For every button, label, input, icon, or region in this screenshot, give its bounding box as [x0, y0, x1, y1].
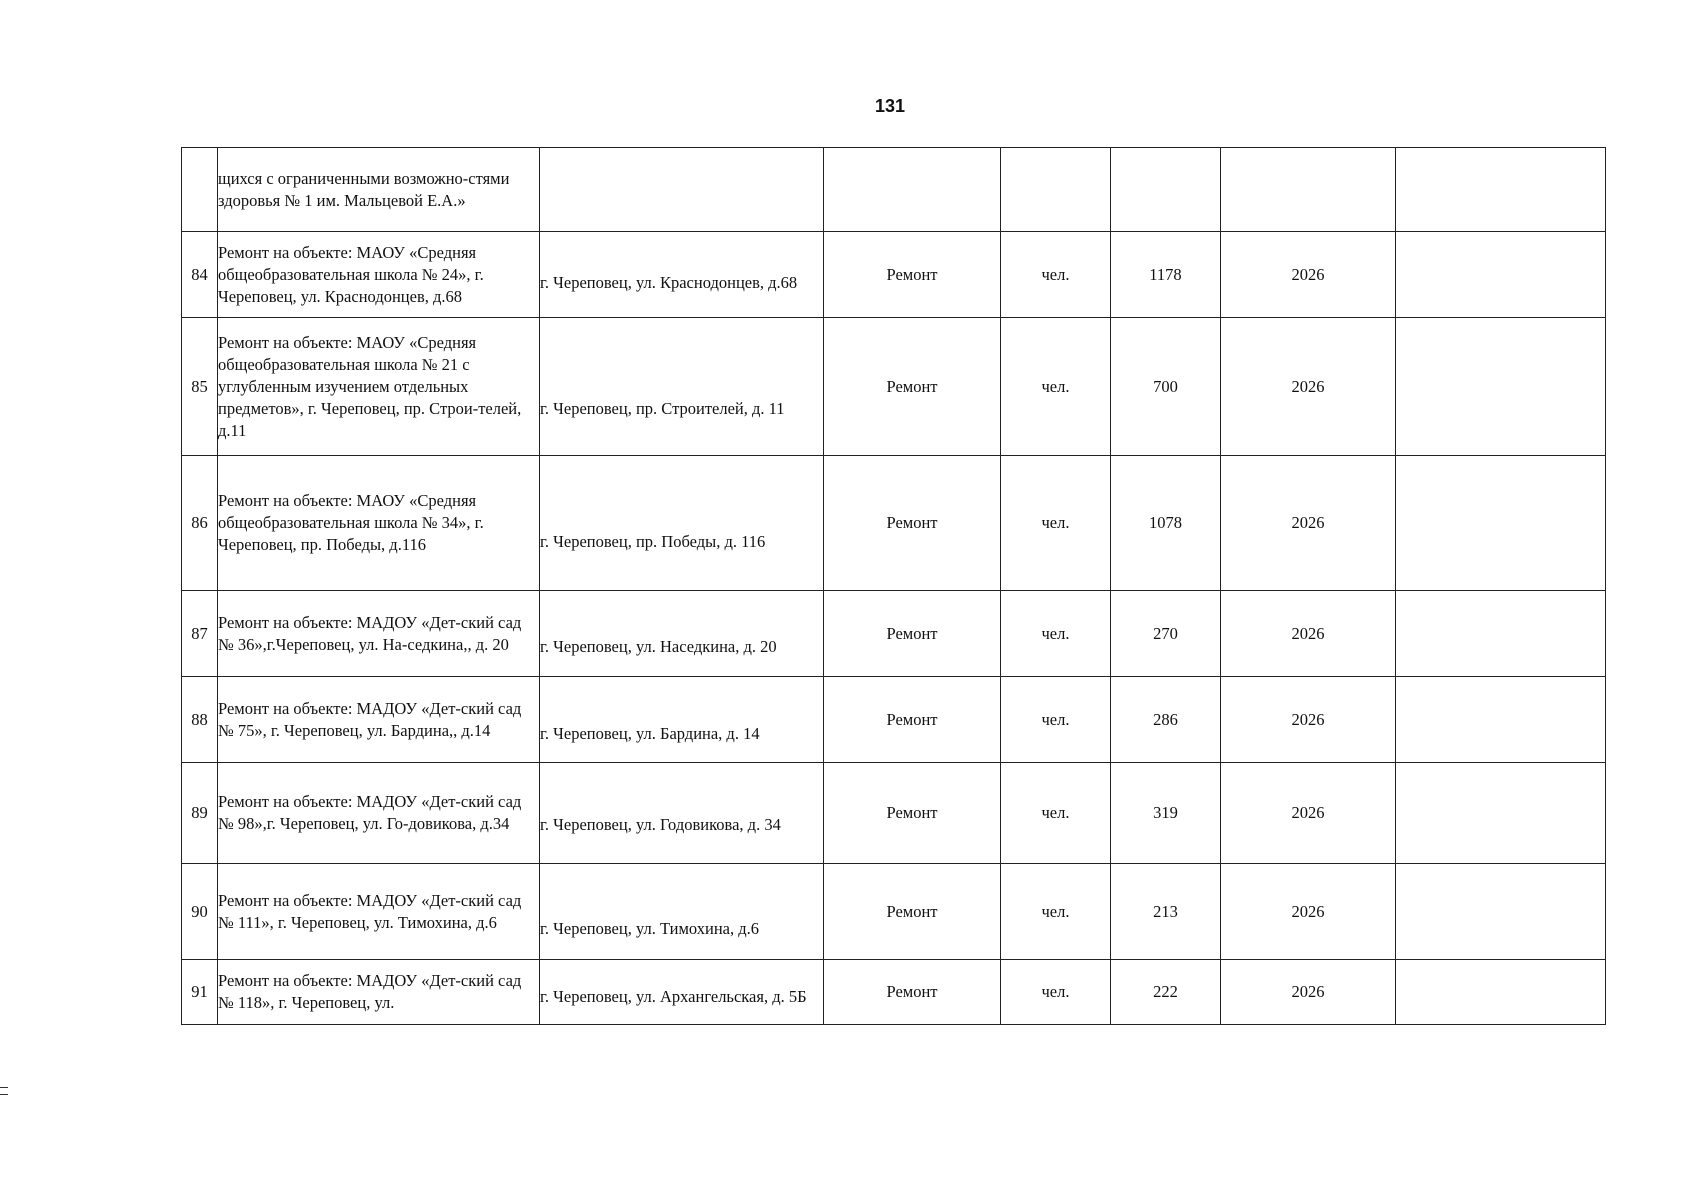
table-row: [182, 960, 1606, 1025]
year: 2026: [1221, 318, 1396, 456]
work-type: Ремонт: [824, 763, 1001, 864]
object-address: г. Череповец, ул. Бардина, д. 14: [540, 677, 824, 763]
object-description: Ремонт на объекте: МАДОУ «Дет-ский сад № 75», г. Череповец, ул. Бардина,, д.14: [218, 677, 540, 763]
table-row: [182, 763, 1606, 864]
unit: чел.: [1001, 864, 1111, 960]
note: [1396, 318, 1606, 456]
year: 2026: [1221, 591, 1396, 677]
object-description: Ремонт на объекте: МАДОУ «Дет-ский сад № 118», г. Череповец, ул.: [218, 960, 540, 1025]
row-number: 91: [182, 960, 218, 1025]
object-address: г. Череповец, ул. Тимохина, д.6: [540, 864, 824, 960]
value: 213: [1111, 864, 1221, 960]
object-description: Ремонт на объекте: МАДОУ «Дет-ский сад № 36»,г.Череповец, ул. На-седкина,, д. 20: [218, 591, 540, 677]
object-description: Ремонт на объекте: МАДОУ «Дет-ский сад № 98»,г. Череповец, ул. Го-довикова, д.34: [218, 763, 540, 864]
unit: чел.: [1001, 763, 1111, 864]
work-type: Ремонт: [824, 232, 1001, 318]
work-type: Ремонт: [824, 591, 1001, 677]
year: 2026: [1221, 677, 1396, 763]
year: 2026: [1221, 960, 1396, 1025]
row-number: 86: [182, 456, 218, 591]
note: [1396, 456, 1606, 591]
unit: чел.: [1001, 677, 1111, 763]
object-address: г. Череповец, пр. Строителей, д. 11: [540, 318, 824, 456]
year: [1221, 148, 1396, 232]
note: [1396, 960, 1606, 1025]
value: 1078: [1111, 456, 1221, 591]
table-row: [182, 148, 1606, 232]
table-row: [182, 591, 1606, 677]
row-number: 84: [182, 232, 218, 318]
work-type: Ремонт: [824, 456, 1001, 591]
scan-margin-mark: [0, 1087, 8, 1095]
value: 270: [1111, 591, 1221, 677]
object-address: [540, 148, 824, 232]
work-type: Ремонт: [824, 677, 1001, 763]
row-number: [182, 148, 218, 232]
work-type: [824, 148, 1001, 232]
value: 700: [1111, 318, 1221, 456]
work-type: Ремонт: [824, 960, 1001, 1025]
note: [1396, 677, 1606, 763]
value: 222: [1111, 960, 1221, 1025]
unit: чел.: [1001, 318, 1111, 456]
year: 2026: [1221, 232, 1396, 318]
row-number: 87: [182, 591, 218, 677]
value: 319: [1111, 763, 1221, 864]
table-row: [182, 232, 1606, 318]
row-number: 90: [182, 864, 218, 960]
note: [1396, 232, 1606, 318]
table-row: [182, 456, 1606, 591]
data-table: [181, 147, 1606, 1025]
table-row: [182, 864, 1606, 960]
object-description: Ремонт на объекте: МАОУ «Средняя общеобразовательная школа № 21 с углубленным изучением отдельных предметов», г. Череповец, пр. Строи-телей, д.11: [218, 318, 540, 456]
row-number: 89: [182, 763, 218, 864]
object-description: Ремонт на объекте: МАОУ «Средняя общеобразовательная школа № 24», г. Череповец, ул. Краснодонцев, д.68: [218, 232, 540, 318]
object-address: г. Череповец, ул. Годовикова, д. 34: [540, 763, 824, 864]
value: [1111, 148, 1221, 232]
page-number: 131: [874, 96, 906, 116]
note: [1396, 864, 1606, 960]
unit: чел.: [1001, 591, 1111, 677]
year: 2026: [1221, 763, 1396, 864]
object-description: Ремонт на объекте: МАДОУ «Дет-ский сад № 111», г. Череповец, ул. Тимохина, д.6: [218, 864, 540, 960]
year: 2026: [1221, 864, 1396, 960]
year: 2026: [1221, 456, 1396, 591]
unit: чел.: [1001, 232, 1111, 318]
value: 286: [1111, 677, 1221, 763]
work-type: Ремонт: [824, 864, 1001, 960]
object-description: щихся с ограниченными возможно-стями здоровья № 1 им. Мальцевой Е.А.»: [218, 148, 540, 232]
note: [1396, 148, 1606, 232]
object-description: Ремонт на объекте: МАОУ «Средняя общеобразовательная школа № 34», г. Череповец, пр. Победы, д.116: [218, 456, 540, 591]
note: [1396, 763, 1606, 864]
object-address: г. Череповец, пр. Победы, д. 116: [540, 456, 824, 591]
object-address: г. Череповец, ул. Архангельская, д. 5Б: [540, 960, 824, 1025]
table-row: [182, 677, 1606, 763]
note: [1396, 591, 1606, 677]
row-number: 85: [182, 318, 218, 456]
table-row: [182, 318, 1606, 456]
object-address: г. Череповец, ул. Краснодонцев, д.68: [540, 232, 824, 318]
object-address: г. Череповец, ул. Наседкина, д. 20: [540, 591, 824, 677]
value: 1178: [1111, 232, 1221, 318]
unit: чел.: [1001, 960, 1111, 1025]
row-number: 88: [182, 677, 218, 763]
unit: чел.: [1001, 456, 1111, 591]
work-type: Ремонт: [824, 318, 1001, 456]
unit: [1001, 148, 1111, 232]
